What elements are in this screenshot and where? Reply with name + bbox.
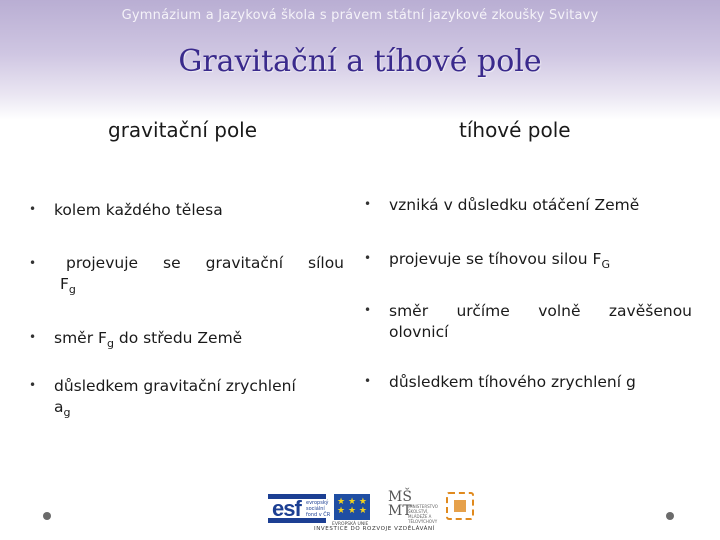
esf-text: esf: [272, 496, 301, 521]
bullet-dot: •: [29, 256, 37, 270]
force-subscript: g: [68, 283, 76, 296]
right-column-heading: tíhové pole: [459, 118, 571, 142]
bullet-dot: •: [364, 303, 372, 317]
acceleration-subscript: g: [63, 406, 71, 419]
left-bullet-3-pre: směr F: [54, 329, 107, 347]
left-bullet-4-line2: [54, 397, 70, 423]
bullet-dot: •: [364, 251, 372, 265]
left-bullet-2-line2: [60, 274, 76, 300]
logos-caption: INVESTICE DO ROZVOJE VZDĚLÁVÁNÍ: [314, 526, 435, 532]
right-bullet-3-line1: směr určíme volně zavěšenou: [389, 302, 692, 320]
bullet-dot: •: [364, 197, 372, 211]
school-name: Gymnázium a Jazyková škola s právem státní jazykové zkoušky Svitavy: [121, 8, 599, 23]
right-bullet-4: důsledkem tíhového zrychlení g: [389, 373, 636, 391]
right-bullet-2-text: projevuje se tíhovou silou F: [389, 250, 602, 268]
prev-slide-dot[interactable]: [43, 512, 51, 520]
eu-label: EVROPSKÁ UNIE: [332, 522, 369, 527]
msmt-small-text: MINISTERSTVO ŠKOLSTVÍ, MLÁDEŽE A TĚLOVÝCHOVY: [408, 504, 438, 524]
eu-flag-icon: [334, 494, 370, 520]
footer-logos: [268, 490, 478, 536]
bullet-dot: •: [29, 378, 37, 392]
left-bullet-4-line1: důsledkem gravitační zrychlení: [54, 377, 296, 395]
left-bullet-3-sub: g: [106, 337, 114, 350]
right-bullet-2: [389, 249, 610, 275]
left-bullet-2-line1: [54, 253, 344, 274]
op-logo-mark: [454, 500, 466, 512]
bullet-dot: •: [29, 202, 37, 216]
msmt-text: MŠ MT: [388, 489, 412, 519]
left-bullet-2-text: projevuje se gravitační sílou: [66, 254, 344, 272]
right-bullet-2-sub: G: [601, 258, 610, 271]
acceleration-symbol: a: [54, 398, 64, 416]
esf-logo: [268, 494, 331, 524]
op-vzdelavani-logo: [446, 492, 474, 520]
left-column-heading: gravitační pole: [108, 118, 258, 142]
bullet-dot: •: [29, 330, 37, 344]
bullet-dot: •: [364, 374, 372, 388]
eu-stars: ★ ★ ★ ★ ★ ★: [337, 497, 367, 516]
slide-title: Gravitační a tíhové pole: [178, 44, 542, 79]
left-bullet-3: [54, 328, 242, 354]
esf-small-text: evropský sociální fond v ČR: [306, 500, 331, 518]
left-bullet-3-post: do středu Země: [113, 329, 243, 347]
left-bullet-1: kolem každého tělesa: [54, 201, 223, 219]
force-symbol: F: [60, 275, 69, 293]
right-bullet-3-line2: olovnicí: [389, 323, 449, 341]
next-slide-dot[interactable]: [666, 512, 674, 520]
msmt-logo: [386, 489, 438, 524]
right-bullet-1: vzniká v důsledku otáčení Země: [389, 196, 640, 214]
